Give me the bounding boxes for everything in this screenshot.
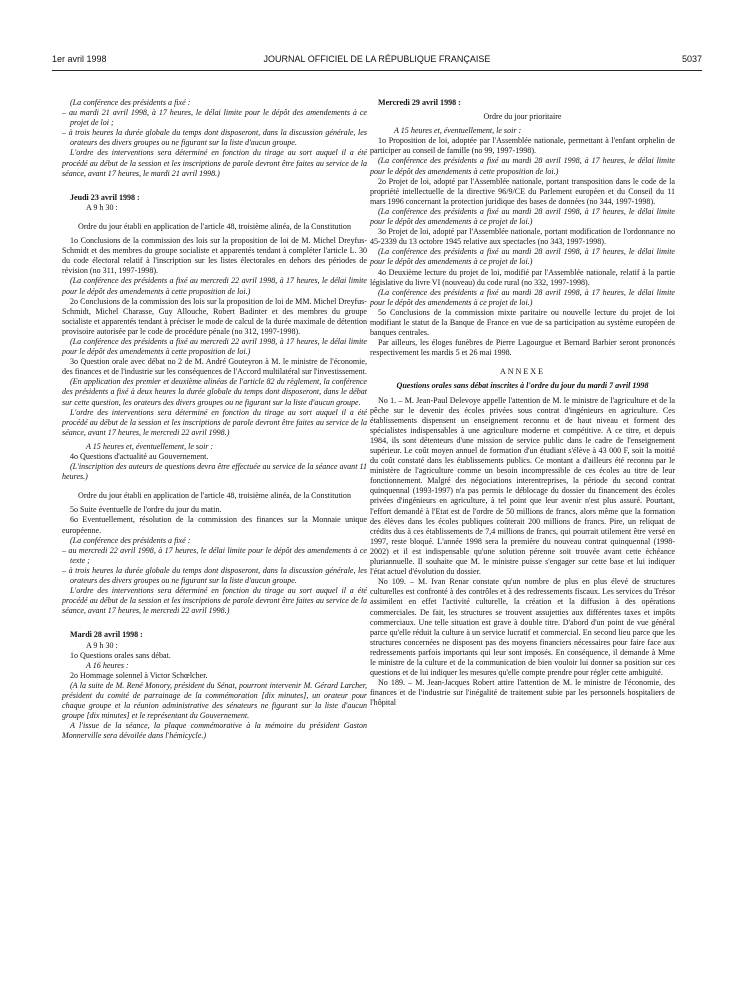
- conference-note: – au mercredi 22 avril 1998, à 17 heures, le délai limite pour le dépôt des amendements à ce texte ;: [62, 545, 367, 565]
- agenda-item: 5o Suite éventuelle de l'ordre du jour du matin.: [70, 505, 222, 515]
- conference-note: – à trois heures la durée globale du temps dont disposeront, dans la discussion générale, les orateurs des divers groupes ou ne figurant sur la liste d'aucun groupe.: [62, 565, 367, 586]
- agenda-item: 2o Hommage solennel à Victor Schœlcher.: [70, 670, 208, 680]
- day-heading: Mercredi 29 avril 1998 :: [378, 98, 461, 107]
- order-heading: Ordre du jour établi en application de l'article 48, troisième alinéa, de la Constitution: [78, 491, 351, 501]
- agenda-item: 2o Projet de loi, adopté par l'Assemblée nationale, portant transposition dans le code de la propriété intellectuelle de la directive 96/9/CE du Parlement européen et du Conseil du 11 mars 1996 concernant la protection juridique des bases de données (no 344, 1997-1998).: [370, 176, 675, 206]
- conference-note: (La conférence des présidents a fixé :: [70, 535, 191, 545]
- annex-heading: ANNEXE: [499, 367, 546, 377]
- agenda-item: Par ailleurs, les éloges funèbres de Pierre Lagourgue et Bernard Barbier seront prononcés respectivement les mardis 5 et 26 mai 1998.: [370, 338, 675, 358]
- conference-note: (La conférence des présidents a fixé au mardi 28 avril 1998, à 17 heures, le délai limite pour le dépôt des amendements à ce projet de loi.): [370, 287, 675, 307]
- page-header: [52, 54, 702, 70]
- time-heading: A 15 heures et, éventuellement, le soir :: [394, 126, 522, 136]
- time-heading: A 9 h 30 :: [86, 640, 118, 650]
- conference-note: (La conférence des présidents a fixé au mercredi 22 avril 1998, à 17 heures, le délai limite pour le dépôt des amendements à cette proposition de loi.): [62, 276, 367, 296]
- conference-note: (L'inscription des auteurs de questions devra être effectuée au service de la séance avant 11 heures.): [62, 462, 367, 482]
- conference-note: (La conférence des présidents a fixé au mardi 28 avril 1998, à 17 heures, le délai limite pour le dépôt des amendements à cette proposition de loi.): [370, 156, 675, 176]
- day-heading: Jeudi 23 avril 1998 :: [70, 192, 140, 202]
- agenda-item: 4o Questions d'actualité au Gouvernement.: [70, 452, 209, 461]
- annex-title: Questions orales sans débat inscrites à l'ordre du jour du mardi 7 avril 1998: [396, 381, 649, 391]
- time-heading: A 9 h 30 :: [86, 202, 118, 212]
- header-title: JOURNAL OFFICIEL DE LA RÉPUBLIQUE FRANÇAISE: [263, 54, 491, 64]
- conference-note: (En application des premier et deuxième alinéas de l'article 82 du règlement, la conférence des présidents a fixé à deux heures la durée globale du temps dont disposeront, dans le débat sur cette question, les orateurs des divers groupes ou ne figurant sur la liste d'aucun groupe.: [62, 377, 367, 407]
- agenda-item: 1o Proposition de loi, adoptée par l'Assemblée nationale, permettant à l'enfant orphelin de participer au conseil de famille (no 99, 1997-1998).: [370, 136, 675, 156]
- agenda-item: 1o Conclusions de la commission des lois sur la proposition de loi de M. Michel Dreyfus-Schmidt et des membres du groupe socialiste et apparentés tendant à compléter l'article L. 30 du code électoral relatif à l'inscription sur les listes électorales en dehors des périodes de révision (no 311, 1997-1998).: [62, 236, 367, 276]
- conference-note: L'ordre des interventions sera déterminé en fonction du tirage au sort auquel il a été procédé au début de la session et les inscriptions de parole devront être faites au service de la séance, avant 17 heures, le mercredi 22 avril 1998.): [62, 407, 367, 437]
- time-heading: A 15 heures et, éventuellement, le soir :: [86, 441, 214, 451]
- question-item: No 109. – M. Ivan Renar constate qu'un nombre de plus en plus élevé de structures culturelles est confronté à des contrôles et à des redressements fiscaux. Les services du Trésor assimilent en effet l'activité culturelle, la création et la diffusion à des opérations commerciales. De fait, les structures se trouvent assujetties aux différentes taxes et impôts commerciaux. Une telle situation est grave à double titre. D'abord d'un point de vue général parce qu'elle réduit la culture à un service lucratif et commercial. En second lieu parce que les structures concernées ne disposent pas des moyens financiers nécessaires pour faire face aux redressements parfois importants qui leur sont imposés. En conséquence, il demande à Mme le ministre de la culture et de la communication de bien vouloir lui donner sa position sur ces questions et de lui indiquer les mesures qu'elle compte prendre pour régler cette ambiguïté.: [370, 577, 675, 678]
- page-number: 5037: [681, 54, 702, 64]
- conference-note: – au mardi 21 avril 1998, à 17 heures, le délai limite pour le dépôt des amendements à ce projet de loi ;: [62, 108, 367, 128]
- conference-note: (La conférence des présidents a fixé au mardi 28 avril 1998, à 17 heures, le délai limite pour le dépôt des amendements à ce projet de loi.): [370, 247, 675, 267]
- conference-note: (La conférence des présidents a fixé :: [70, 98, 191, 107]
- agenda-item: 1o Questions orales sans débat.: [70, 650, 171, 660]
- header-date: 1er avril 1998: [52, 54, 107, 64]
- right-column: [370, 98, 675, 708]
- order-heading: Ordre du jour prioritaire: [483, 112, 562, 122]
- question-item: No 1. – M. Jean-Paul Delevoye appelle l'attention de M. le ministre de l'agriculture et de la pêche sur le devenir des écoles privées sous contrat d'ingénieurs en agriculture. Ces établissements dispensent un enseignement reconnu et de haut niveau et forment des spécialistes indispensables à une agriculture moderne et compétitive. A ce titre, et depuis 1984, ils sont détenteurs d'une mission de service public dans le cadre de l'enseignement supérieur. Le coût moyen annuel de formation d'un étudiant s'élève à 43 000 F, soit la moitié du coût constaté dans les établissements publics. Ce montant a d'ailleurs été reconnu par le ministère de l'agriculture comme un besoin incompressible de ces écoles au titre de leur fonctionnement. Malgré des négociations interentreprises, la période du second contrat quinquennal (1993-1997) n'a pas permis le déblocage du dossier du financement des écoles privées d'ingénieurs en agriculture, à tel point que leur avenir n'est plus assuré. Pourtant, l'effort demandé à l'Etat est de l'ordre de 50 millions de francs, alors même que la formation des élèves dans les écoles publiques coûterait 200 millions de francs. Pire, un reliquat de crédits dus à ces établissements de 7,4 millions de francs, qui pourrait utilement être versé en 1997, reste bloqué. L'année 1998 sera la première du nouveau contrat quinquennal (1998-2002) et il est indispensable qu'une solution pérenne soit trouvée avant cette échéance pluriannuelle. Il souhaite que M. le ministre puisse s'engager sur cette base et lui indiquer l'état actuel d'évolution du dossier.: [370, 395, 675, 577]
- time-heading: A 16 heures :: [86, 660, 129, 670]
- conference-note: – à trois heures la durée globale du temps dont disposeront, dans la discussion générale, les orateurs des divers groupes ou ne figurant sur la liste d'aucun groupe.: [62, 128, 367, 148]
- agenda-item: 5o Conclusions de la commission mixte paritaire ou nouvelle lecture du projet de loi modifiant le statut de la Banque de France en vue de sa participation au système européen de banques centrales.: [370, 307, 675, 338]
- day-heading: Mardi 28 avril 1998 :: [70, 630, 143, 640]
- conference-note: (La conférence des présidents a fixé au mardi 28 avril 1998, à 17 heures, le délai limite pour le dépôt des amendements à ce projet de loi.): [370, 206, 675, 227]
- agenda-item: 3o Question orale avec débat no 2 de M. André Gouteyron à M. le ministre de l'économie, des finances et de l'industrie sur les conséquences de l'Accord multilatéral sur l'investissement.: [62, 357, 367, 377]
- left-column: [62, 98, 367, 741]
- agenda-item: 4o Deuxième lecture du projet de loi, modifié par l'Assemblée nationale, relatif à la partie législative du livre VI (nouveau) du code rural (no 332, 1997-1998).: [370, 267, 675, 287]
- agenda-item: 2o Conclusions de la commission des lois sur la proposition de loi de MM. Michel Dreyfus-Schmidt, Michel Charasse, Guy Allouche, Robert Badinter et des membres du groupe socialiste et apparentés tendant à préciser le mode de calcul de la durée maximale de détention provisoire autorisée par le code de procédure pénale (no 312, 1997-1998).: [62, 296, 367, 336]
- conference-note: L'ordre des interventions sera déterminé en fonction du tirage au sort auquel il a été procédé au début de la session et les inscriptions de parole devront être faites au service de la séance, avant 17 heures, le mercredi 22 avril 1998.): [62, 586, 367, 616]
- conference-note: L'ordre des interventions sera déterminé en fonction du tirage au sort auquel il a été procédé au début de la session et les inscriptions de parole devront être faites au service de la séance, avant 17 heures, le mardi 21 avril 1998.): [62, 148, 367, 178]
- conference-note: (A la suite de M. René Monory, président du Sénat, pourront intervenir M. Gérard Larcher, président du comité de parrainage de la commémoration [dix minutes], un orateur pour chaque groupe et la réunion administrative des sénateurs ne figurant sur la liste d'aucun groupe [dix minutes] et le représentant du Gouvernement.: [62, 680, 367, 721]
- agenda-item: 3o Projet de loi, adopté par l'Assemblée nationale, portant modification de l'ordonnance no 45-2339 du 13 octobre 1945 relative aux spectacles (no 343, 1997-1998).: [370, 227, 675, 247]
- agenda-item: 6o Eventuellement, résolution de la commission des finances sur la Monnaie unique européenne.: [62, 515, 367, 535]
- header-rule: [52, 70, 702, 71]
- conference-note: A l'issue de la séance, la plaque commémorative à la mémoire du président Gaston Monnerville sera dévoilée dans l'hémicycle.): [62, 721, 367, 741]
- order-heading: Ordre du jour établi en application de l'article 48, troisième alinéa, de la Constitution: [78, 221, 351, 231]
- question-item: No 189. – M. Jean-Jacques Robert attire l'attention de M. le ministre de l'économie, des finances et de l'industrie sur l'inégalité de traitement subie par les personnels hospitaliers de l'hôpital: [370, 678, 675, 708]
- conference-note: (La conférence des présidents a fixé au mercredi 22 avril 1998, à 17 heures, le délai limite pour le dépôt des amendements à cette proposition de loi.): [62, 336, 367, 357]
